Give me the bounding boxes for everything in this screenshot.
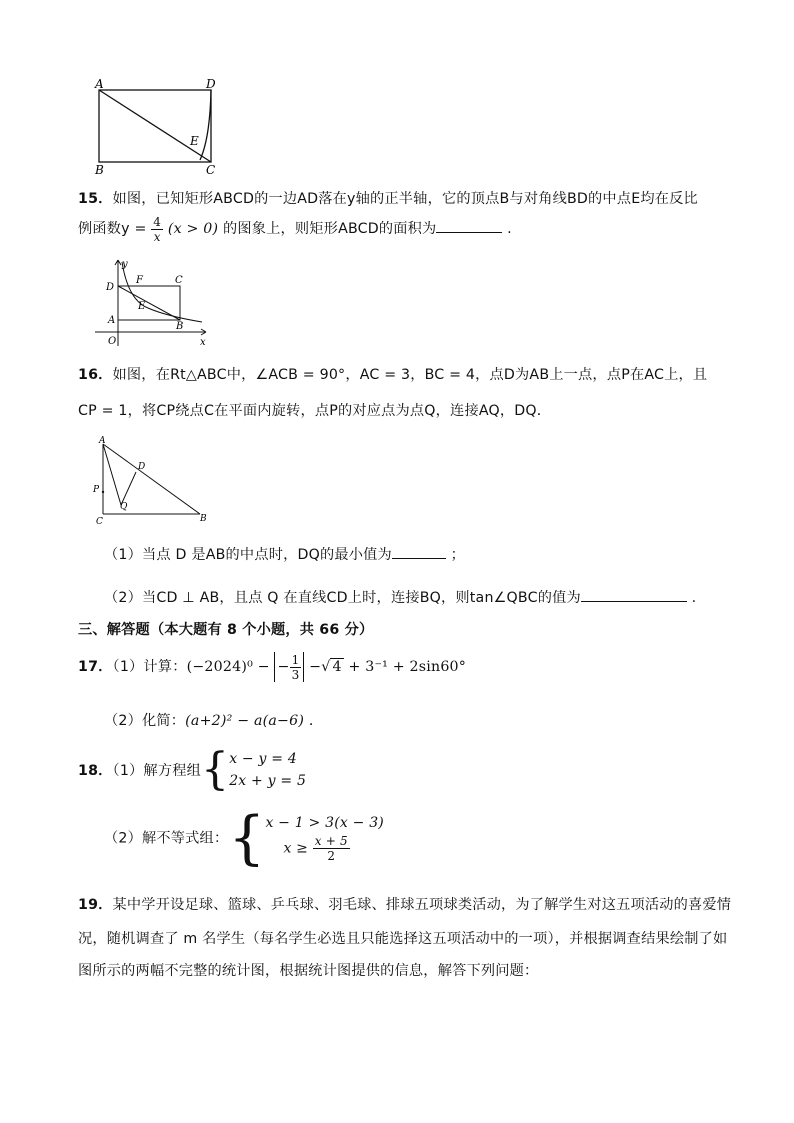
q19-line2: 况，随机调查了 m 名学生（每名学生必选且只能选择这五项活动中的一项），并根据调查结果绘制了如 [78,931,728,947]
label-P: P [93,485,100,495]
q19-number: 19． [78,897,113,913]
q17-number: 17． [78,659,113,675]
q16-number: 16． [78,367,113,383]
q15-condition: (x > 0) [167,221,219,237]
label-C: C [96,517,103,526]
q15-fraction [151,215,163,244]
q17-p1-c: + 3⁻¹ + 2sin60° [348,659,467,675]
q15-text1: 如图，已知矩形ABCD的一边AD落在y轴的正半轴，它的顶点B与对角线BD的中点E均在反比 [112,191,698,207]
q15-number: 15． [78,191,113,207]
label-E: E [138,301,146,312]
label-B: B [200,514,207,524]
label-D: D [206,77,216,91]
q18-eq1: x − y = 4 [229,751,297,767]
label-C: C [175,275,183,286]
q19-text1: 某中学开设足球、篮球、乒乓球、羽毛球、排球五项球类活动，为了解学生对这五项活动的喜爱情 [112,897,732,913]
q16-sub1 [104,544,465,564]
label-F: F [136,275,143,286]
q15-line2 [78,214,512,244]
q18-brace-2: { [228,803,266,872]
q17-p1-label: （1）计算： [112,659,187,675]
q18-system [229,748,306,792]
label-O: O [108,336,117,347]
q17-frac [290,653,302,682]
q18-p1-label: （1）解方程组 [112,763,201,779]
label-A: A [108,315,116,326]
q16-text1: 如图，在Rt△ABC中，∠ACB = 90°，AC = 3，BC = 4，点D为AB上一点，点P在AC上，且 [112,367,708,383]
q18-inequalities [265,812,384,863]
label-C: C [206,163,216,177]
q19-line1 [78,894,731,914]
q17-sqrt: 4 [332,659,342,675]
figure-14-rectangle [88,76,228,178]
label-Q: Q [120,502,128,512]
q15-answer-blank[interactable] [436,220,502,233]
q16-line2: CP = 1，将CP绕点C在平面内旋转，点P的对应点为点Q，连接AQ，DQ． [78,403,552,419]
q18-ineq2 [265,834,384,863]
q18-ineq2-pre: x ≥ [283,840,309,857]
q15-line1 [78,188,698,208]
q16-sub2-end: . [691,590,697,606]
q17-part2 [104,710,323,730]
figure-15-hyperbola [92,256,212,348]
q18-eq2: 2x + y = 5 [229,773,307,789]
q18-frac-top: x + 5 [314,834,348,848]
q18-part2 [104,803,384,872]
q17-frac-bot: 3 [291,667,300,682]
q15-text2-post: 的图象上，则矩形ABCD的面积为 [222,221,437,237]
q15-text2-pre: 例函数y = [78,221,152,237]
q17-p2-label: （2）化简： [104,713,186,729]
q18-ineq1: x − 1 > 3(x − 3) [265,815,384,831]
q16-sub2-blank[interactable] [581,589,687,602]
label-E: E [190,134,199,148]
q16-sub2-text: （2）当CD ⊥ AB，且点 Q 在直线CD上时，连接BQ，则tan∠QBC的值为 [104,590,581,606]
q18-part1 [78,744,307,795]
section-3-heading: 三、解答题（本大题有 8 个小题，共 66 分） [78,622,374,638]
q15-end: . [507,221,512,237]
label-D: D [106,282,115,293]
label-A: A [95,77,104,91]
q17-p2-expr: (a+2)² − a(a−6) [185,713,305,729]
q18-frac-bot: 2 [327,849,336,863]
q17-abs-value: − $\frac{1}{3}$ [274,652,304,682]
q17-frac-top: 1 [291,652,300,667]
q16-sub1-text: （1）当点 D 是AB的中点时，DQ的最小值为 [104,547,392,563]
label-B: B [176,321,184,332]
axis-y-label: y [122,259,128,270]
q17-p1-b: − [309,659,322,675]
axis-x-label: x [200,337,206,348]
q16-sub1-blank[interactable] [392,546,446,559]
label-B: B [95,163,104,177]
q17-p1-a: (−2024)⁰ − [186,659,270,675]
q17-p2-end: ． [308,713,324,729]
q18-number: 18． [78,763,113,779]
q15-frac-top: 4 [153,214,162,229]
q18-brace-1: { [200,744,230,795]
label-D: D [138,462,146,472]
figure-16-triangle [88,434,218,526]
q19-line3: 图所示的两幅不完整的统计图，根据统计图提供的信息，解答下列问题： [78,963,539,979]
label-A: A [99,436,106,446]
q16-sub2 [104,587,696,607]
q17-part1: 17．（1）计算：(−2024)⁰ − − $\frac{1}{3}$ −√ 4 + 3⁻¹ + 2sin60° [78,652,467,682]
q18-p2-label: （2）解不等式组： [104,830,229,847]
q18-ineq2-frac [313,834,350,863]
q16-sub1-end: ； [450,547,466,563]
q16-line1 [78,364,707,384]
q15-frac-bot: x [153,229,161,244]
